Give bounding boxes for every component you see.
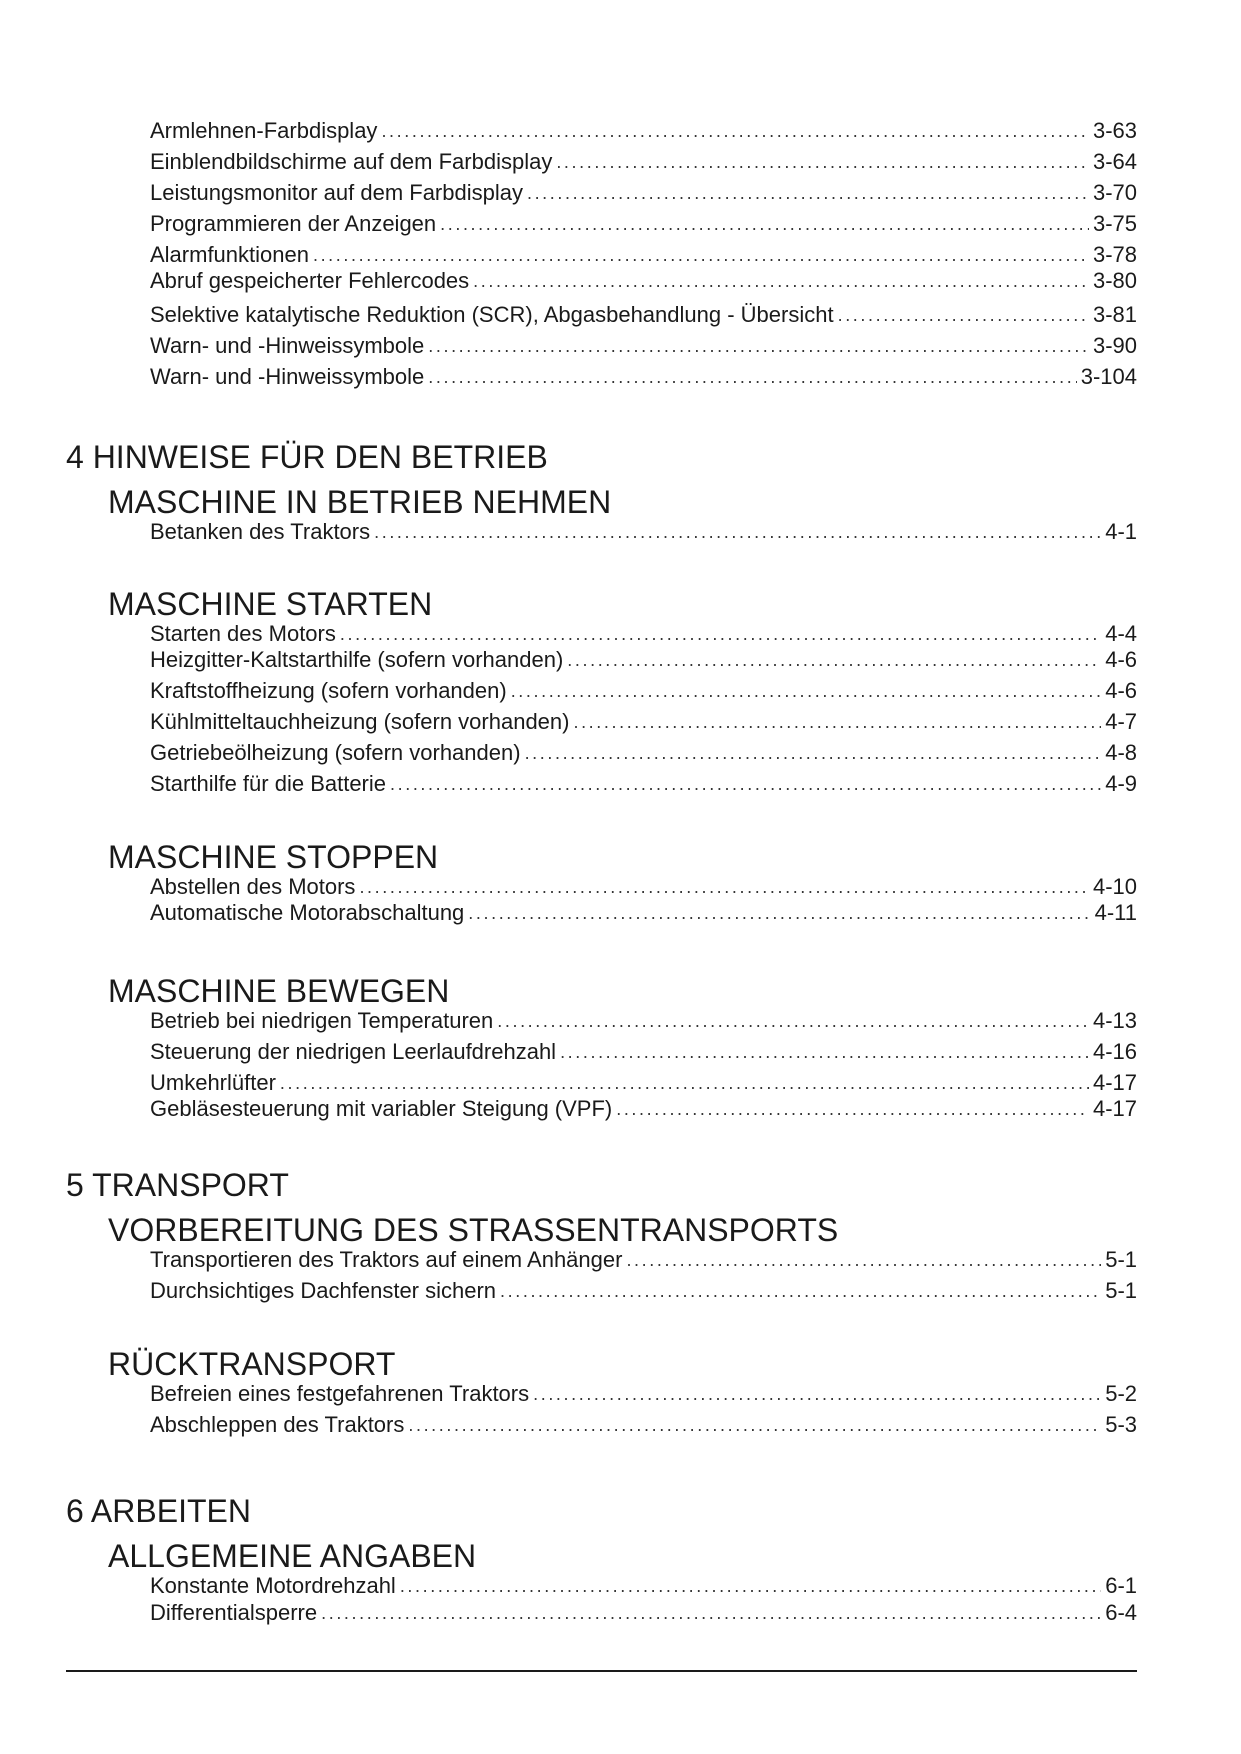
section-heading[interactable]: ALLGEMEINE ANGABEN (108, 1538, 477, 1574)
toc-entry-title: Umkehrlüfter (150, 1070, 276, 1095)
toc-entry-page: 3-63 (1092, 118, 1137, 143)
toc-leader-dots (573, 709, 1101, 735)
toc-entry[interactable] (150, 147, 1137, 175)
toc-entry[interactable] (150, 707, 1137, 735)
toc-leader-dots (390, 771, 1101, 797)
toc-entry-title: Abruf gespeicherter Fehlercodes (150, 268, 470, 293)
toc-entry[interactable] (150, 1598, 1137, 1626)
toc-leader-dots (533, 1381, 1101, 1407)
section-heading[interactable]: MASCHINE STARTEN (108, 586, 433, 622)
toc-entry-title: Betrieb bei niedrigen Temperaturen (150, 1008, 494, 1033)
chapter-heading[interactable]: 5 TRANSPORT (66, 1167, 289, 1203)
toc-entry-title: Betanken des Traktors (150, 519, 371, 544)
toc-entry[interactable] (150, 1571, 1137, 1599)
toc-entry[interactable] (150, 619, 1137, 647)
toc-leader-dots (340, 621, 1101, 647)
toc-entry[interactable] (150, 1037, 1137, 1065)
toc-leader-dots (280, 1070, 1089, 1096)
toc-leader-dots (511, 678, 1102, 704)
toc-entry-title: Abstellen des Motors (150, 874, 356, 899)
toc-entry-page: 4-7 (1105, 709, 1137, 734)
toc-entry-page: 3-78 (1092, 242, 1137, 267)
toc-entry-page: 4-4 (1105, 621, 1137, 646)
toc-entry-title: Starthilfe für die Batterie (150, 771, 387, 796)
toc-leader-dots (400, 1573, 1101, 1599)
toc-entry-title: Konstante Motordrehzahl (150, 1573, 396, 1598)
toc-entry[interactable] (150, 1006, 1137, 1034)
toc-entry-page: 4-10 (1092, 874, 1137, 899)
toc-leader-dots (313, 242, 1089, 268)
toc-entry[interactable] (150, 738, 1137, 766)
toc-entry-page: 3-81 (1092, 302, 1137, 327)
section-heading[interactable]: MASCHINE STOPPEN (108, 839, 439, 875)
toc-entry[interactable] (150, 898, 1137, 926)
toc-entry-title: Programmieren der Anzeigen (150, 211, 437, 236)
toc-entry-title: Befreien eines festgefahrenen Traktors (150, 1381, 530, 1406)
toc-leader-dots (560, 1039, 1089, 1065)
toc-leader-dots (567, 647, 1101, 673)
toc-entry-title: Durchsichtiges Dachfenster sichern (150, 1278, 497, 1303)
toc-entry-title: Getriebeölheizung (sofern vorhanden) (150, 740, 521, 765)
toc-entry-page: 4-9 (1105, 771, 1137, 796)
toc-entry-page: 5-3 (1105, 1412, 1137, 1437)
toc-entry-title: Kühlmitteltauchheizung (sofern vorhanden) (150, 709, 570, 734)
toc-entry[interactable] (150, 1068, 1137, 1096)
section-heading[interactable]: VORBEREITUNG DES STRASSENTRANSPORTS (108, 1212, 839, 1248)
toc-leader-dots (408, 1412, 1101, 1438)
toc-entry-page: 3-104 (1080, 364, 1137, 389)
toc-entry-page: 4-8 (1105, 740, 1137, 765)
toc-entry-page: 4-17 (1092, 1096, 1137, 1121)
toc-leader-dots (497, 1008, 1089, 1034)
toc-entry-page: 3-64 (1092, 149, 1137, 174)
toc-entry-title: Automatische Motorabschaltung (150, 900, 465, 925)
toc-entry[interactable] (150, 769, 1137, 797)
toc-entry-title: Leistungsmonitor auf dem Farbdisplay (150, 180, 523, 205)
toc-entry[interactable] (150, 645, 1137, 673)
toc-leader-dots (374, 519, 1101, 545)
toc-entry[interactable] (150, 178, 1137, 206)
toc-entry[interactable] (150, 116, 1137, 144)
toc-leader-dots (359, 874, 1089, 900)
toc-entry[interactable] (150, 300, 1137, 328)
toc-entry-page: 3-80 (1092, 268, 1137, 293)
toc-leader-dots (527, 180, 1089, 206)
toc-leader-dots (468, 900, 1090, 926)
toc-entry-page: 3-75 (1092, 211, 1137, 236)
toc-entry-title: Steuerung der niedrigen Leerlaufdrehzahl (150, 1039, 557, 1064)
toc-entry-title: Heizgitter-Kaltstarthilfe (sofern vorhanden) (150, 647, 564, 672)
toc-leader-dots (838, 302, 1089, 328)
toc-entry-page: 5-1 (1105, 1247, 1137, 1272)
toc-leader-dots (473, 268, 1089, 294)
footer-divider (66, 1670, 1137, 1672)
toc-entry-page: 4-11 (1094, 900, 1137, 925)
toc-entry-title: Warn- und -Hinweissymbole (150, 333, 425, 358)
toc-entry-page: 4-16 (1092, 1039, 1137, 1064)
toc-entry-page: 4-1 (1105, 519, 1137, 544)
toc-entry[interactable] (150, 1276, 1137, 1304)
toc-entry-page: 4-6 (1105, 678, 1137, 703)
toc-entry[interactable] (150, 1379, 1137, 1407)
toc-entry-title: Einblendbildschirme auf dem Farbdisplay (150, 149, 553, 174)
toc-entry-title: Transportieren des Traktors auf einem Anhänger (150, 1247, 623, 1272)
toc-entry-page: 4-6 (1105, 647, 1137, 672)
toc-leader-dots (616, 1096, 1089, 1122)
toc-entry-page: 3-70 (1092, 180, 1137, 205)
toc-leader-dots (321, 1600, 1101, 1626)
chapter-heading[interactable]: 4 HINWEISE FÜR DEN BETRIEB (66, 439, 548, 475)
toc-entry-title: Differentialsperre (150, 1600, 318, 1625)
toc-entry[interactable] (150, 209, 1137, 237)
toc-entry[interactable] (150, 1094, 1137, 1122)
toc-entry-page: 5-1 (1105, 1278, 1137, 1303)
toc-entry-page: 3-90 (1092, 333, 1137, 358)
toc-leader-dots (626, 1247, 1101, 1273)
toc-leader-dots (556, 149, 1089, 175)
toc-entry[interactable] (150, 676, 1137, 704)
toc-entry-page: 6-4 (1105, 1600, 1137, 1625)
toc-entry-title: Abschleppen des Traktors (150, 1412, 405, 1437)
toc-entry-title: Armlehnen-Farbdisplay (150, 118, 378, 143)
chapter-heading[interactable]: 6 ARBEITEN (66, 1493, 251, 1529)
toc-leader-dots (428, 333, 1089, 359)
toc-entry[interactable] (150, 1410, 1137, 1438)
section-heading[interactable]: MASCHINE BEWEGEN (108, 973, 450, 1009)
toc-entry-title: Gebläsesteuerung mit variabler Steigung (VPF) (150, 1096, 613, 1121)
toc-entry-title: Kraftstoffheizung (sofern vorhanden) (150, 678, 507, 703)
section-heading[interactable]: MASCHINE IN BETRIEB NEHMEN (108, 484, 612, 520)
toc-entry-title: Starten des Motors (150, 621, 336, 646)
toc-entry[interactable] (150, 517, 1137, 545)
toc-entry[interactable] (150, 362, 1137, 390)
toc-entry[interactable] (150, 331, 1137, 359)
toc-entry-title: Alarmfunktionen (150, 242, 309, 267)
toc-leader-dots (428, 364, 1076, 390)
toc-entry-page: 4-13 (1092, 1008, 1137, 1033)
toc-leader-dots (440, 211, 1089, 237)
toc-entry-title: Selektive katalytische Reduktion (SCR), Abgasbehandlung - Übersicht (150, 302, 834, 327)
toc-entry[interactable] (150, 240, 1137, 268)
toc-entry-page: 6-1 (1105, 1573, 1137, 1598)
section-heading[interactable]: RÜCKTRANSPORT (108, 1346, 396, 1382)
toc-entry[interactable] (150, 872, 1137, 900)
toc-leader-dots (381, 118, 1089, 144)
toc-leader-dots (525, 740, 1102, 766)
toc-entry-page: 4-17 (1092, 1070, 1137, 1095)
toc-entry[interactable] (150, 266, 1137, 294)
toc-leader-dots (500, 1278, 1101, 1304)
toc-entry-page: 5-2 (1105, 1381, 1137, 1406)
toc-entry[interactable] (150, 1245, 1137, 1273)
toc-entry-title: Warn- und -Hinweissymbole (150, 364, 425, 389)
